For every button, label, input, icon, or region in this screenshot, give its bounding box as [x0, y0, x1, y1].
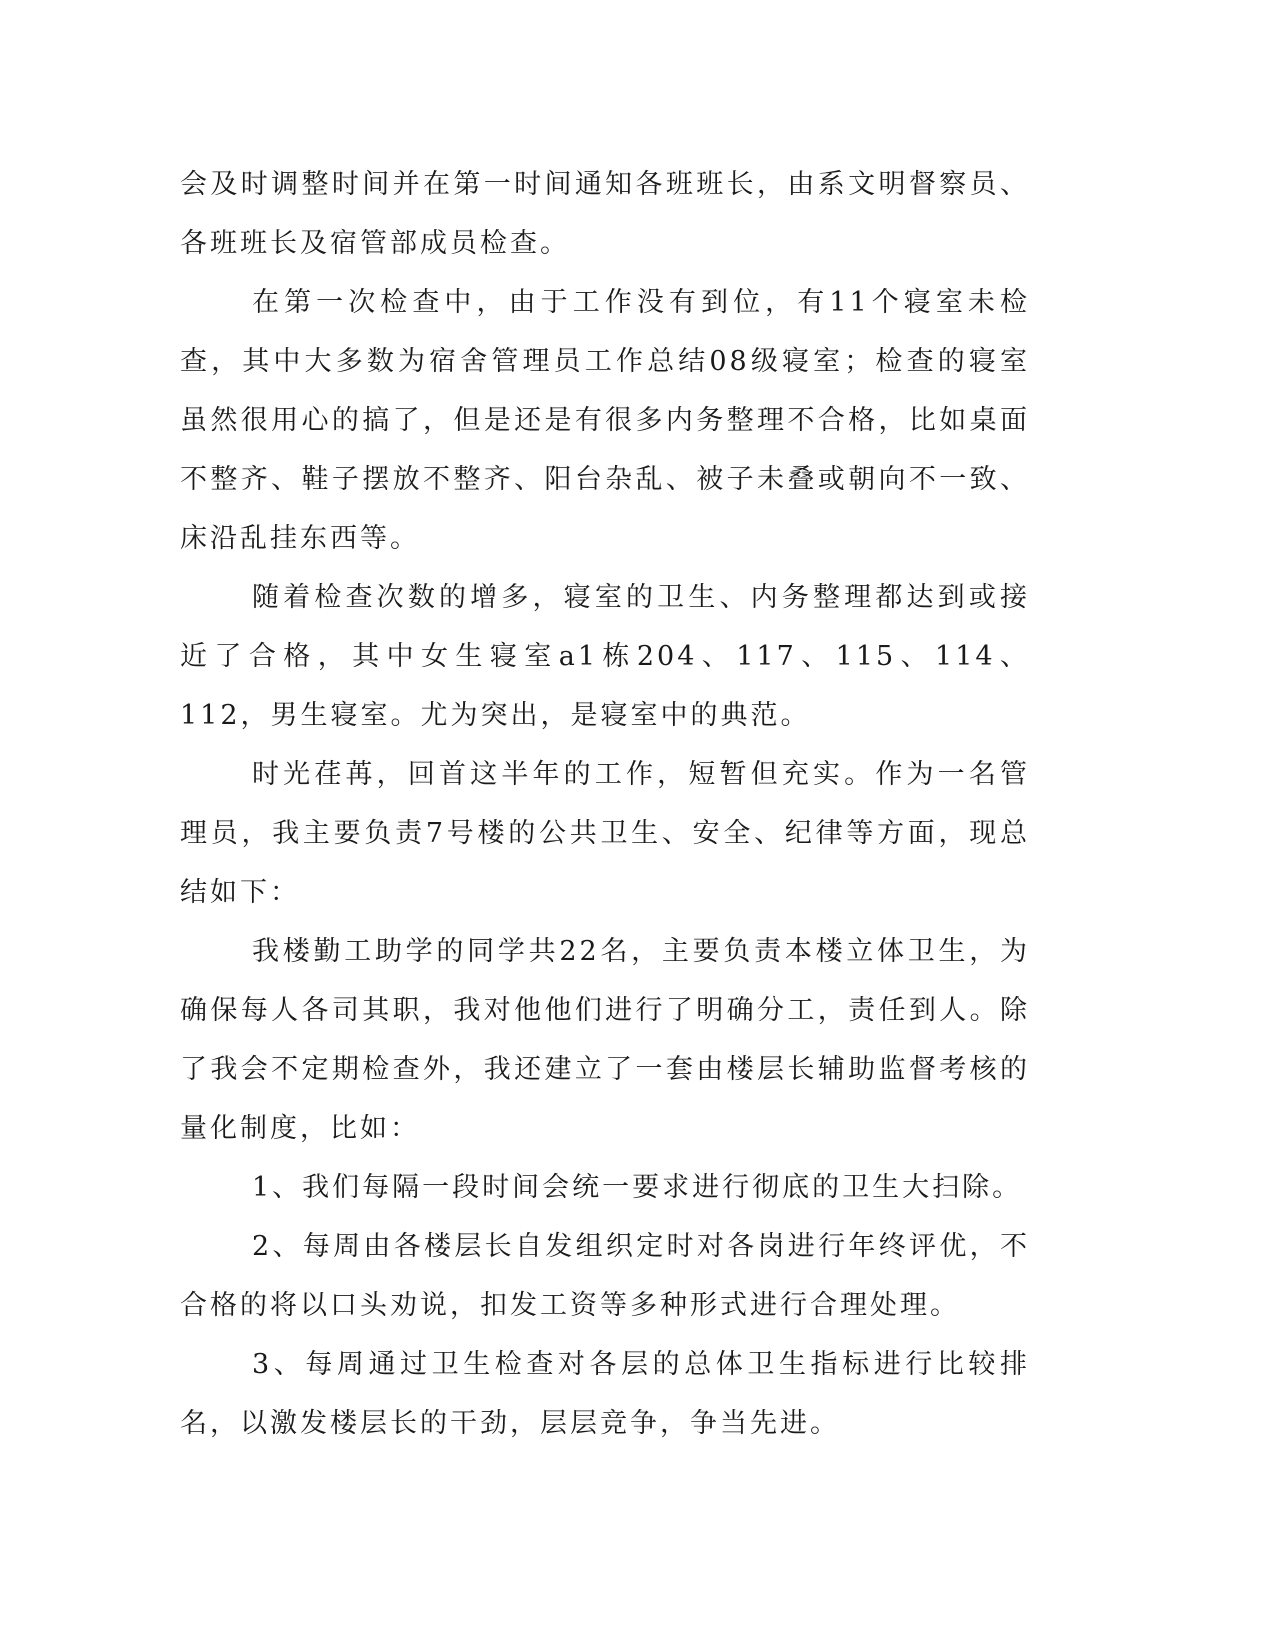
paragraph-continuation: 会及时调整时间并在第一时间通知各班班长，由系文明督察员、各班班长及宿管部成员检查。 [180, 169, 1030, 259]
paragraph-inspection-progress: 随着检查次数的增多，寝室的卫生、内务整理都达到或接近了合格，其中女生寝室a1栋204、117、115、114、112，男生寝室。尤为突出，是寝室中的典范。 [180, 582, 1030, 731]
paragraph-first-inspection: 在第一次检查中，由于工作没有到位，有11个寝室未检查，其中大多数为宿舍管理员工作总结08级寝室；检查的寝室虽然很用心的搞了，但是还是有很多内务整理不合格，比如桌面不整齐、鞋子摆放不整齐、阳台杂乱、被子未叠或朝向不一致、床沿乱挂东西等。 [180, 287, 1030, 554]
paragraph-half-year-review: 时光荏苒，回首这半年的工作，短暂但充实。作为一名管理员，我主要负责7号楼的公共卫生、安全、纪律等方面，现总结如下： [180, 759, 1030, 908]
document-body [180, 155, 1030, 1453]
list-item-1: 1、我们每隔一段时间会统一要求进行彻底的卫生大扫除。 [252, 1172, 1023, 1203]
list-item-2: 2、每周由各楼层长自发组织定时对各岗进行年终评优，不合格的将以口头劝说，扣发工资等多种形式进行合理处理。 [180, 1231, 1030, 1321]
list-item-3: 3、每周通过卫生检查对各层的总体卫生指标进行比较排名，以激发楼层长的干劲，层层竞争，争当先进。 [180, 1349, 1030, 1439]
paragraph-work-study: 我楼勤工助学的同学共22名，主要负责本楼立体卫生，为确保每人各司其职，我对他他们进行了明确分工，责任到人。除了我会不定期检查外，我还建立了一套由楼层长辅助监督考核的量化制度，比如： [180, 936, 1030, 1144]
